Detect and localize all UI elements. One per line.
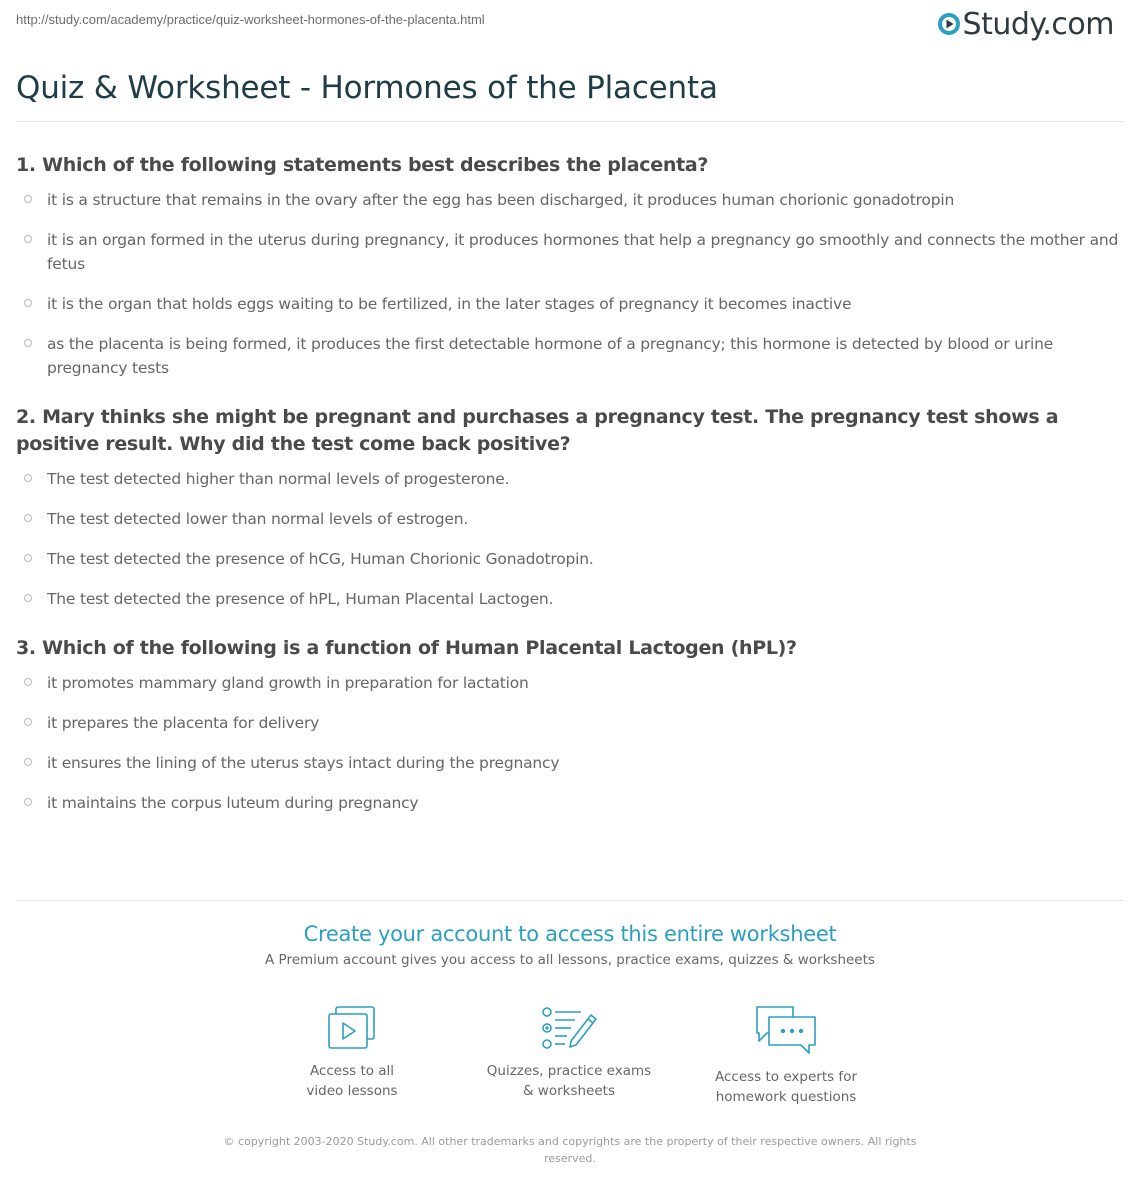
feature-video-lessons: [252, 1005, 452, 1101]
radio-button[interactable]: [24, 798, 32, 806]
feature-quizzes: [469, 1005, 669, 1101]
radio-button[interactable]: [24, 474, 32, 482]
answer-option[interactable]: [16, 547, 1126, 571]
page-title: Quiz & Worksheet - Hormones of the Placenta: [16, 70, 718, 106]
chat-bubbles-icon: [753, 1005, 819, 1057]
feature-experts: [686, 1005, 886, 1107]
radio-button[interactable]: [24, 678, 32, 686]
title-divider: [16, 121, 1124, 122]
answer-option[interactable]: [16, 711, 1126, 735]
radio-button[interactable]: [24, 554, 32, 562]
question-list: [16, 152, 1126, 839]
answer-option[interactable]: [16, 292, 1126, 316]
radio-button[interactable]: [24, 718, 32, 726]
radio-button[interactable]: [24, 299, 32, 307]
answer-option[interactable]: [16, 467, 1126, 491]
answer-text: The test detected lower than normal levels of estrogen.: [47, 510, 469, 528]
answer-option[interactable]: [16, 791, 1126, 815]
answer-text: it is an organ formed in the uterus during pregnancy, it produces hormones that help a pregnancy go smoothly and connects the mother and fetus: [47, 231, 1119, 273]
answer-text: it prepares the placenta for delivery: [47, 714, 320, 732]
radio-button[interactable]: [24, 195, 32, 203]
quiz-checklist-icon: [541, 1005, 597, 1051]
answer-text: The test detected the presence of hPL, Human Placental Lactogen.: [47, 590, 554, 608]
copyright-notice: © copyright 2003-2020 Study.com. All other trademarks and copyrights are the property of their respective owners. All rights reserved.: [223, 1135, 917, 1165]
promo-divider: [16, 900, 1124, 901]
play-circle-icon: [938, 13, 960, 35]
top-bar: [0, 0, 1140, 50]
answer-option[interactable]: [16, 188, 1126, 212]
question-text: 1. Which of the following statements best describes the placenta?: [16, 154, 709, 176]
feature-line: homework questions: [715, 1089, 857, 1105]
premium-promo: [0, 922, 1140, 968]
video-lessons-icon: [326, 1005, 378, 1051]
answer-text: The test detected higher than normal levels of progesterone.: [47, 470, 510, 488]
answer-option[interactable]: [16, 751, 1126, 775]
answer-option[interactable]: [16, 228, 1126, 276]
logo-wordmark: Study.com: [962, 6, 1114, 42]
answer-option[interactable]: [16, 587, 1126, 611]
radio-button[interactable]: [24, 594, 32, 602]
answer-text: it ensures the lining of the uterus stays intact during the pregnancy: [47, 754, 560, 772]
answer-option[interactable]: [16, 332, 1126, 380]
radio-button[interactable]: [24, 514, 32, 522]
answer-text: it maintains the corpus luteum during pregnancy: [47, 794, 419, 812]
answer-text: The test detected the presence of hCG, Human Chorionic Gonadotropin.: [47, 550, 594, 568]
feature-line: Access to all: [309, 1063, 395, 1079]
create-account-link[interactable]: Create your account to access this entire worksheet: [303, 922, 837, 946]
feature-line: Quizzes, practice exams: [486, 1063, 652, 1079]
answer-option[interactable]: [16, 671, 1126, 695]
answer-text: it is a structure that remains in the ovary after the egg has been discharged, it produces human chorionic gonadotropin: [47, 191, 955, 209]
feature-line: & worksheets: [522, 1083, 615, 1099]
promo-subtitle: A Premium account gives you access to all lessons, practice exams, quizzes & worksheets: [265, 952, 875, 968]
answer-option[interactable]: [16, 507, 1126, 531]
question-text: 3. Which of the following is a function of Human Placental Lactogen (hPL)?: [16, 637, 797, 659]
radio-button[interactable]: [24, 235, 32, 243]
radio-button[interactable]: [24, 758, 32, 766]
question-1: [16, 152, 1126, 380]
question-2: [16, 404, 1126, 611]
feature-line: video lessons: [306, 1083, 398, 1099]
feature-line: Access to experts for: [714, 1069, 857, 1085]
question-text: 2. Mary thinks she might be pregnant and purchases a pregnancy test. The pregnancy test shows a positive result. Why did the test come back positive?: [16, 406, 1059, 455]
question-3: [16, 635, 1126, 815]
page-url: http://study.com/academy/practice/quiz-worksheet-hormones-of-the-placenta.html: [16, 12, 485, 27]
answer-text: it is the organ that holds eggs waiting to be fertilized, in the later stages of pregnancy it becomes inactive: [47, 295, 852, 313]
radio-button[interactable]: [24, 339, 32, 347]
study-logo[interactable]: [938, 6, 1114, 42]
answer-text: as the placenta is being formed, it produces the first detectable hormone of a pregnancy; this hormone is detected by blood or urine pregnancy tests: [47, 335, 1054, 377]
answer-text: it promotes mammary gland growth in preparation for lactation: [47, 674, 529, 692]
